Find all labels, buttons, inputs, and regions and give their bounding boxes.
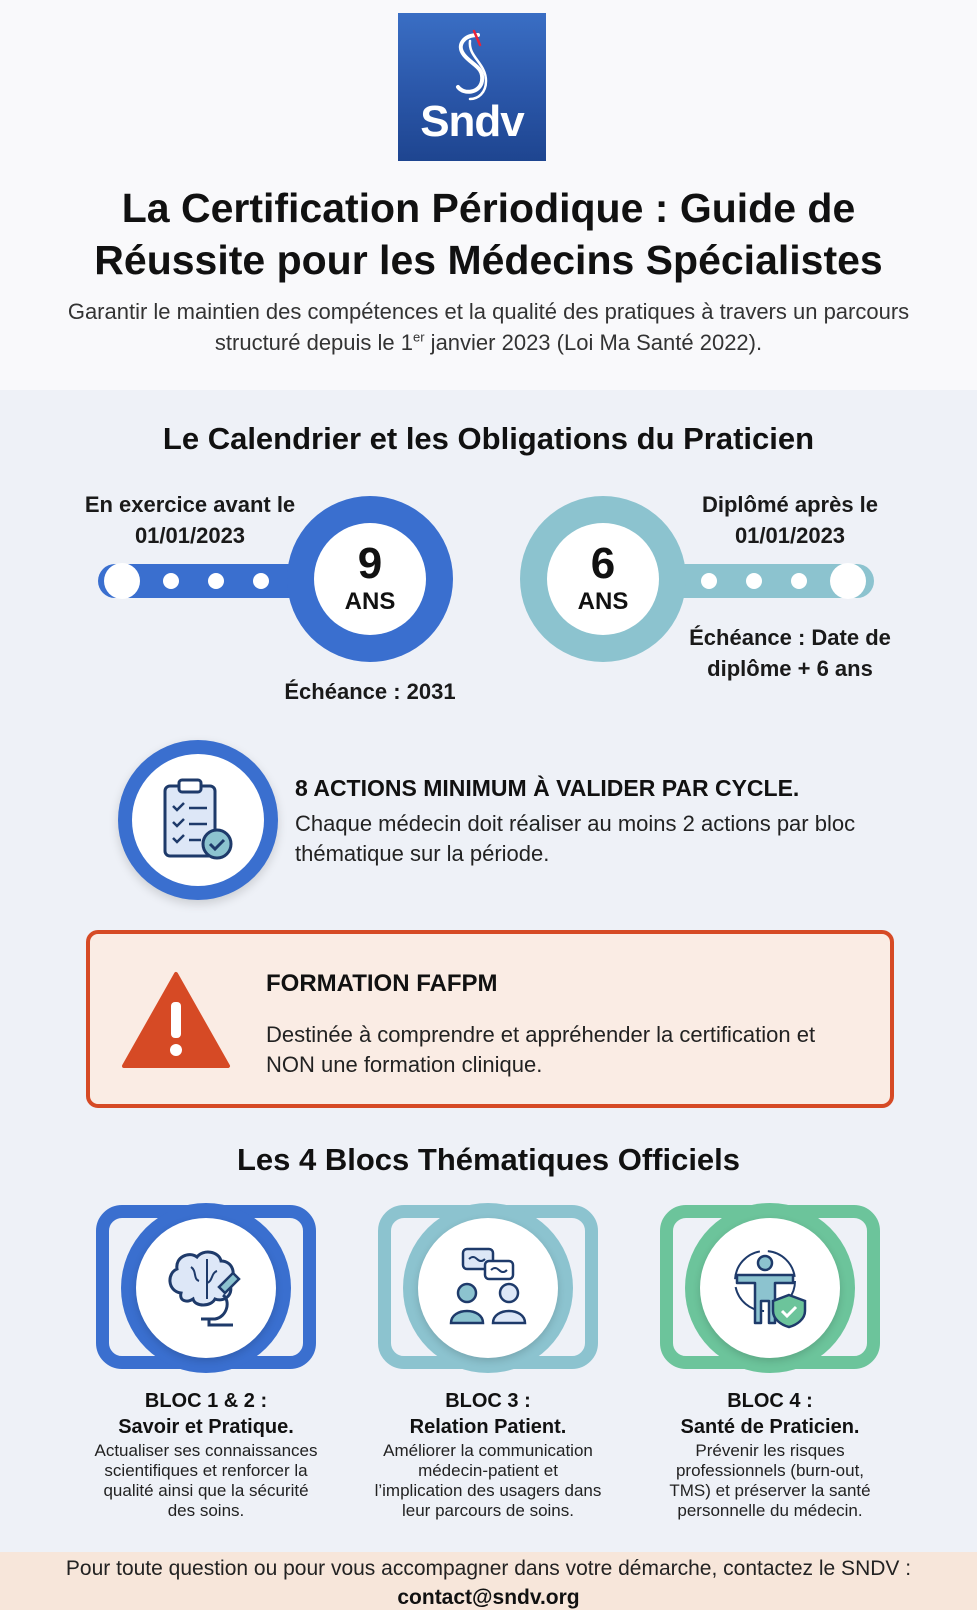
actions-icon-ring-inner	[132, 754, 264, 886]
actions-title: 8 ACTIONS MINIMUM À VALIDER PAR CYCLE.	[295, 775, 800, 801]
bloc-4-circle-inner	[700, 1218, 840, 1358]
bloc-4-heading-line2: Santé de Praticien.	[680, 1416, 860, 1438]
clipboard-checklist-icon	[161, 778, 235, 862]
bloc-1-circle	[121, 1203, 291, 1373]
right-years-unit: ANS	[577, 588, 629, 615]
right-timeline-dot	[701, 573, 717, 589]
page-subtitle	[60, 296, 917, 358]
right-calendar-label: Diplômé après le 01/01/2023	[701, 492, 879, 548]
left-years-unit: ANS	[344, 588, 396, 615]
alert-text: Destinée à comprendre et appréhender la certification et NON une formation clinique.	[266, 1022, 816, 1077]
left-deadline: Échéance : 2031	[284, 679, 456, 704]
bloc-1-heading-line1: BLOC 1 & 2 :	[144, 1390, 268, 1412]
bloc-1-heading-line2: Savoir et Pratique.	[118, 1416, 294, 1438]
right-years-number: 6	[590, 539, 616, 588]
left-calendar-label: En exercice avant le 01/01/2023	[84, 492, 296, 548]
right-years-ring-inner	[547, 523, 659, 635]
brain-microscope-icon	[161, 1243, 251, 1333]
logo-mark-icon	[434, 27, 510, 107]
bloc-1-text: Actualiser ses connaissances scientifiques et renforcer la qualité ainsi que la sécurité des soins.	[94, 1441, 318, 1520]
left-timeline-dot	[163, 573, 179, 589]
actions-icon-ring	[118, 740, 278, 900]
bloc-3-circle-inner	[418, 1218, 558, 1358]
left-timeline-dot	[208, 573, 224, 589]
formation-alert-box	[86, 930, 894, 1108]
left-timeline-start-dot	[104, 563, 140, 599]
footer	[0, 1552, 977, 1610]
right-timeline-end-dot	[830, 563, 866, 599]
alert-title: FORMATION FAFPM	[266, 970, 498, 997]
bloc-4-heading-line1: BLOC 4 :	[727, 1390, 813, 1412]
bloc-1-heading	[76, 1388, 336, 1440]
subtitle-sup: er	[413, 329, 425, 345]
subtitle-part1: Garantir le maintien des compétences et la qualité des pratiques à travers un parcours structuré depuis le 1	[67, 299, 910, 355]
right-deadline: Échéance : Date de diplôme + 6 ans	[689, 625, 891, 681]
bloc-3-heading	[358, 1388, 618, 1440]
warning-triangle-icon	[120, 970, 232, 1070]
footer-text: Pour toute question ou pour vous accompagner dans votre démarche, contactez le SNDV :	[65, 1557, 912, 1580]
sndv-logo	[398, 13, 546, 161]
blocs-section-title: Les 4 Blocs Thématiques Officiels	[236, 1142, 741, 1177]
bloc-3-circle	[403, 1203, 573, 1373]
left-years-ring	[287, 496, 453, 662]
logo-text: Sndv	[420, 97, 524, 146]
bloc-3-heading-line1: BLOC 3 :	[445, 1390, 531, 1412]
right-timeline-dot	[746, 573, 762, 589]
bloc-4-text: Prévenir les risques professionnels (burn-out, TMS) et préserver la santé personnelle du médecin.	[669, 1441, 871, 1520]
bloc-4-heading	[640, 1388, 900, 1440]
calendar-section-title: Le Calendrier et les Obligations du Praticien	[162, 421, 815, 456]
bloc-3-heading-line2: Relation Patient.	[409, 1416, 567, 1438]
left-timeline-dot	[253, 573, 269, 589]
actions-text: Chaque médecin doit réaliser au moins 2 actions par bloc thématique sur la période.	[295, 811, 856, 866]
bloc-3-text: Améliorer la communication médecin-patient et l’implication des usagers dans leur parcours de soins.	[374, 1441, 602, 1520]
header	[0, 0, 977, 390]
patient-dialogue-icon	[443, 1243, 533, 1333]
page-title: La Certification Périodique : Guide de Réussite pour les Médecins Spécialistes	[94, 185, 883, 283]
left-years-number: 9	[357, 539, 383, 588]
contact-email-link[interactable]: contact@sndv.org	[397, 1586, 580, 1609]
right-years-ring	[520, 496, 686, 662]
person-shield-icon	[725, 1243, 815, 1333]
bloc-4-circle	[685, 1203, 855, 1373]
subtitle-part2: janvier 2023 (Loi Ma Santé 2022).	[424, 330, 763, 355]
left-years-ring-inner	[314, 523, 426, 635]
bloc-1-circle-inner	[136, 1218, 276, 1358]
right-timeline-dot	[791, 573, 807, 589]
